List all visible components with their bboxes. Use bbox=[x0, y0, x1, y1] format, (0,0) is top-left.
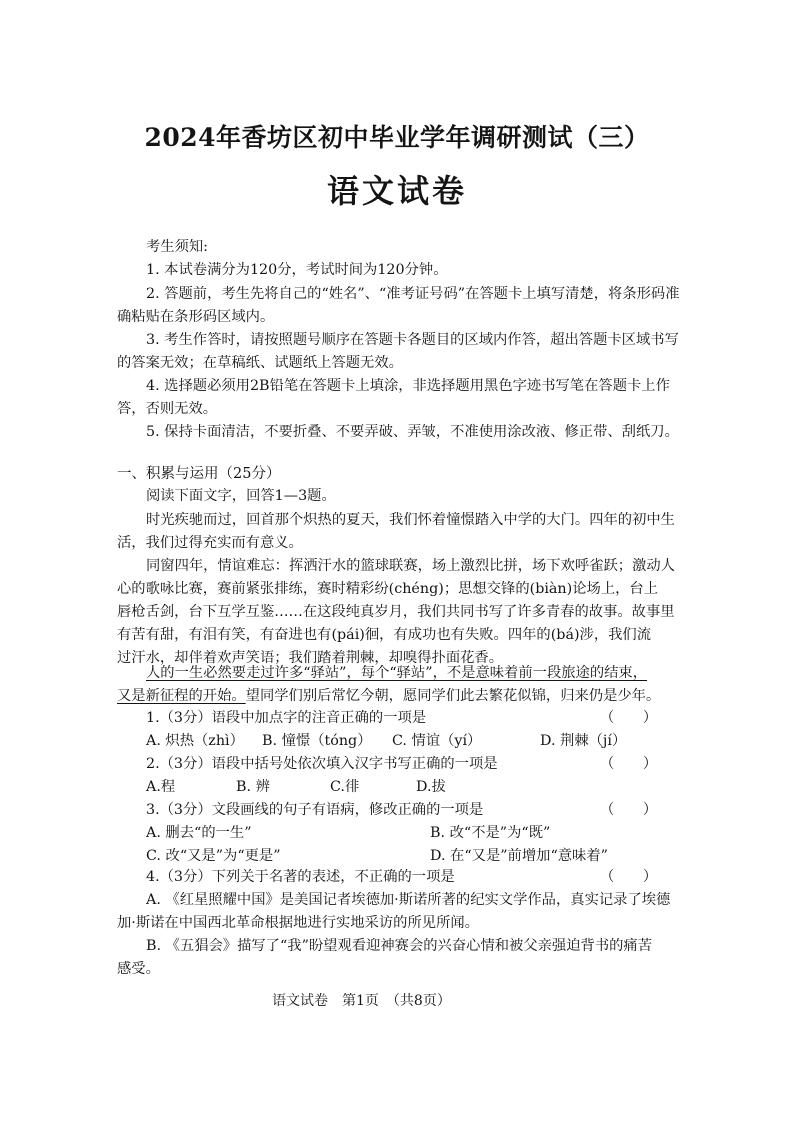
underlined-sentence-end: 又是新征程的开始。 bbox=[117, 688, 246, 704]
notice-line: 的答案无效；在草稿纸、试题纸上答题无效。 bbox=[117, 355, 403, 371]
passage-line: 唇枪舌剑，台下互学互鉴……在这段纯真岁月，我们共同书写了许多青春的故事。故事里 bbox=[117, 604, 675, 620]
option: D. 在“又是”前增加“意味着” bbox=[430, 848, 608, 864]
passage-line: 过汗水，却伴着欢声笑语；我们踏着荆棘，却嗅得扑面花香。 bbox=[117, 650, 504, 666]
question-stem: 3.（3分）文段画线的句子有语病，修改正确的一项是 bbox=[146, 802, 484, 818]
option: C. 改“又是”为“更是” bbox=[146, 848, 281, 864]
page-footer: 语文试卷 第1页 （共8页） bbox=[272, 993, 451, 1009]
question-stem: 4.（3分）下列关于名著的表述，不正确的一项是 bbox=[146, 869, 455, 885]
passage-line: 同窗四年，情谊难忘：挥洒汗水的篮球联赛，场上激烈比拼，场下欢呼雀跃；激动人 bbox=[146, 558, 675, 574]
option: B. 憧憬（tóng） bbox=[262, 733, 372, 749]
exam-subtitle: 语文试卷 bbox=[326, 172, 467, 210]
notice-line: 1. 本试卷满分为120分，考试时间为120分钟。 bbox=[146, 262, 448, 278]
option: D.拔 bbox=[416, 779, 446, 795]
passage-line: 心的歌咏比赛，赛前紧张排练，赛时精彩纷(chéng)；思想交锋的(biàn)论场上，台上 bbox=[117, 581, 659, 597]
notice-line: 3. 考生作答时，请按照题号顺序在答题卡各题目的区域内作答，超出答题卡区域书写 bbox=[146, 332, 679, 348]
notice-line: 4. 选择题必须用2B铅笔在答题卡上填涂，非选择题用黑色字迹书写笔在答题卡上作 bbox=[146, 378, 670, 394]
notice-heading: 考生须知: bbox=[146, 239, 209, 255]
exam-title: 2024年香坊区初中毕业学年调研测试（三） bbox=[144, 123, 650, 152]
option: D. 荆棘（jí） bbox=[540, 733, 627, 749]
section-instruction: 阅读下面文字，回答1—3题。 bbox=[146, 488, 336, 504]
passage-line: 有苦有甜，有泪有笑，有奋进也有(pái)徊，有成功也有失败。四年的(bá)涉，我们流 bbox=[117, 627, 652, 643]
passage-last-line bbox=[117, 685, 660, 705]
option: A.程 bbox=[146, 779, 176, 795]
notice-line: 5. 保持卡面清洁，不要折叠、不要弄破、弄皱，不准使用涂改液、修正带、刮纸刀。 bbox=[146, 424, 679, 440]
option: B. 改“不是”为“既” bbox=[430, 825, 551, 841]
passage-line: 时光疾驰而过，回首那个炽热的夏天，我们怀着憧憬踏入中学的大门。四年的初中生 bbox=[146, 512, 675, 528]
option: A. 删去“的一生” bbox=[146, 825, 252, 841]
option: A. 《红星照耀中国》是美国记者埃德加·斯诺所著的纪实文学作品，真实记录了埃德 bbox=[146, 892, 671, 908]
answer-bracket: （ ） bbox=[600, 710, 658, 726]
option: 加·斯诺在中国西北革命根据地进行实地采访的所见所闻。 bbox=[117, 915, 479, 931]
section-heading: 一、积累与运用（25分） bbox=[117, 466, 281, 482]
answer-bracket: （ ） bbox=[600, 869, 658, 885]
notice-line: 2. 答题前，考生先将自己的“姓名”、“准考证号码”在答题卡上填写清楚，将条形码准 bbox=[146, 286, 680, 302]
passage-end: 望同学们别后常忆今朝，愿同学们此去繁花似锦，归来仍是少年。 bbox=[245, 688, 661, 704]
notice-line: 确粘贴在条形码区域内。 bbox=[117, 309, 275, 325]
passage-line: 活，我们过得充实而有意义。 bbox=[117, 535, 303, 551]
option: B. 《五猖会》描写了“我”盼望观看迎神赛会的兴奋心情和被父亲强迫背书的痛苦 bbox=[146, 938, 653, 954]
answer-bracket: （ ） bbox=[600, 802, 658, 818]
answer-bracket: （ ） bbox=[600, 756, 658, 772]
option: C.徘 bbox=[330, 779, 360, 795]
underlined-sentence: 人的一生必然要走过许多“驿站”，每个“驿站”，不是意味着前一段旅途的结束， bbox=[146, 665, 648, 681]
question-stem: 1.（3分）语段中加点字的注音正确的一项是 bbox=[146, 710, 427, 726]
option: 感受。 bbox=[117, 961, 160, 977]
notice-line: 答，否则无效。 bbox=[117, 401, 218, 417]
option: C. 情谊（yí） bbox=[392, 733, 482, 749]
option: A. 炽热（zhì） bbox=[146, 733, 244, 749]
question-stem: 2.（3分）语段中括号处依次填入汉字书写正确的一项是 bbox=[146, 756, 498, 772]
option: B. 辨 bbox=[236, 779, 270, 795]
